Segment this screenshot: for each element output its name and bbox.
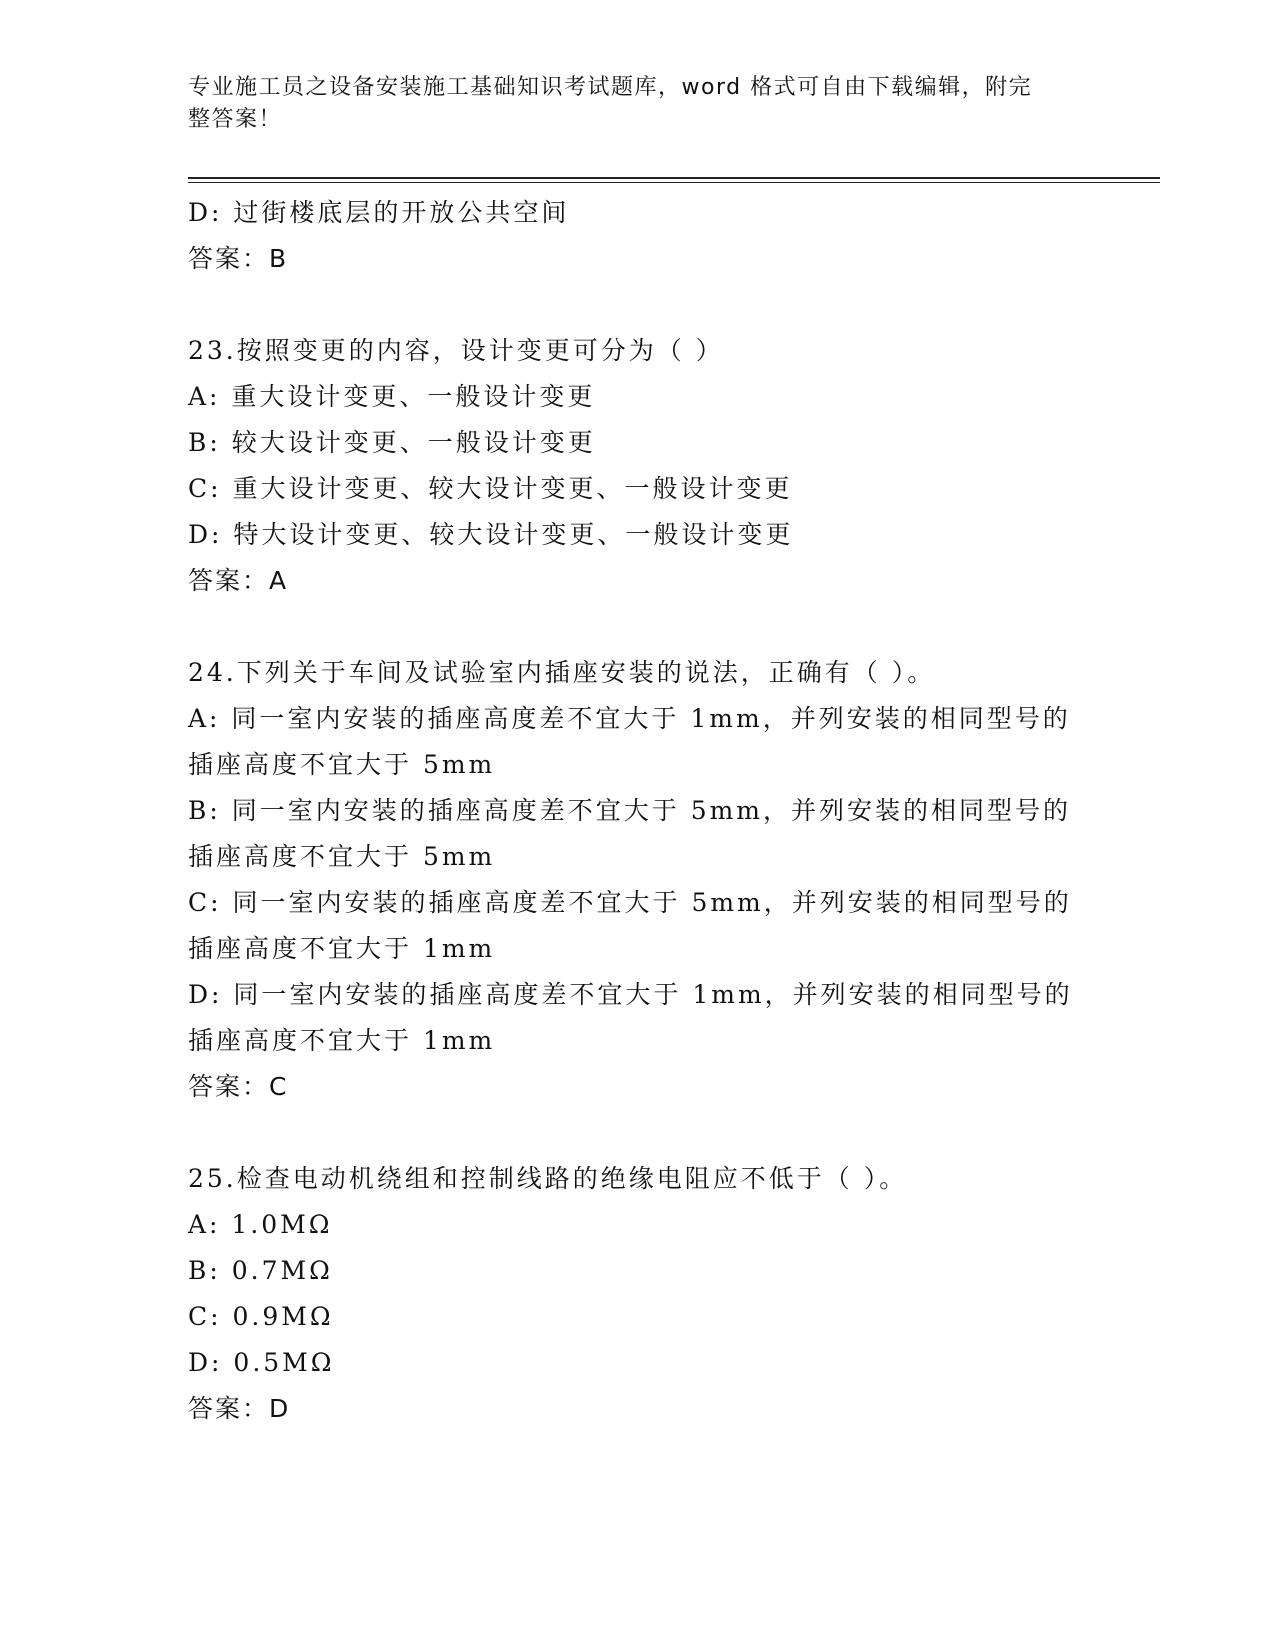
answer-text: 答案：B bbox=[188, 244, 289, 273]
document-header bbox=[188, 72, 1088, 136]
question-25 bbox=[188, 1156, 1088, 1432]
question-23 bbox=[188, 328, 1088, 604]
question-text: 23.按照变更的内容，设计变更可分为（ ） bbox=[188, 336, 724, 365]
option-d-line-1: D: 同一室内安装的插座高度差不宜大于 1mm，并列安装的相同型号的 bbox=[188, 980, 1073, 1009]
answer-text: 答案：A bbox=[188, 566, 289, 595]
spacer bbox=[188, 282, 1088, 328]
option-d: D: 过街楼底层的开放公共空间 bbox=[188, 198, 570, 227]
option-b: B: 0.7MΩ bbox=[188, 1256, 333, 1285]
option-c: C: 重大设计变更、较大设计变更、一般设计变更 bbox=[188, 474, 793, 503]
question-text: 24.下列关于车间及试验室内插座安装的说法，正确有（ ）。 bbox=[188, 658, 936, 687]
option-d: D: 0.5MΩ bbox=[188, 1348, 335, 1377]
option-b: B: 较大设计变更、一般设计变更 bbox=[188, 428, 596, 457]
option-d: D: 特大设计变更、较大设计变更、一般设计变更 bbox=[188, 520, 794, 549]
option-b-line-2: 插座高度不宜大于 5mm bbox=[188, 842, 496, 871]
option-b-line-1: B: 同一室内安装的插座高度差不宜大于 5mm，并列安装的相同型号的 bbox=[188, 796, 1072, 825]
option-c-line-2: 插座高度不宜大于 1mm bbox=[188, 934, 496, 963]
option-c-line-1: C: 同一室内安装的插座高度差不宜大于 5mm，并列安装的相同型号的 bbox=[188, 888, 1072, 917]
question-text: 25.检查电动机绕组和控制线路的绝缘电阻应不低于（ ）。 bbox=[188, 1164, 908, 1193]
question-22 bbox=[188, 190, 1088, 282]
option-d-line-2: 插座高度不宜大于 1mm bbox=[188, 1026, 496, 1055]
header-line-2: 整答案！ bbox=[188, 107, 283, 132]
option-a-line-1: A: 同一室内安装的插座高度差不宜大于 1mm，并列安装的相同型号的 bbox=[188, 704, 1071, 733]
option-a: A: 重大设计变更、一般设计变更 bbox=[188, 382, 596, 411]
question-list bbox=[188, 190, 1088, 1432]
option-c: C: 0.9MΩ bbox=[188, 1302, 334, 1331]
option-a-line-2: 插座高度不宜大于 5mm bbox=[188, 750, 496, 779]
header-divider-thin bbox=[188, 182, 1160, 183]
answer-text: 答案：D bbox=[188, 1394, 291, 1423]
spacer bbox=[188, 1110, 1088, 1156]
option-a: A: 1.0MΩ bbox=[188, 1210, 333, 1239]
header-line-1: 专业施工员之设备安装施工基础知识考试题库，word 格式可自由下载编辑，附完 bbox=[188, 75, 1033, 100]
spacer bbox=[188, 604, 1088, 650]
header-divider-thick bbox=[188, 177, 1160, 179]
answer-text: 答案：C bbox=[188, 1072, 289, 1101]
question-24 bbox=[188, 650, 1088, 1110]
